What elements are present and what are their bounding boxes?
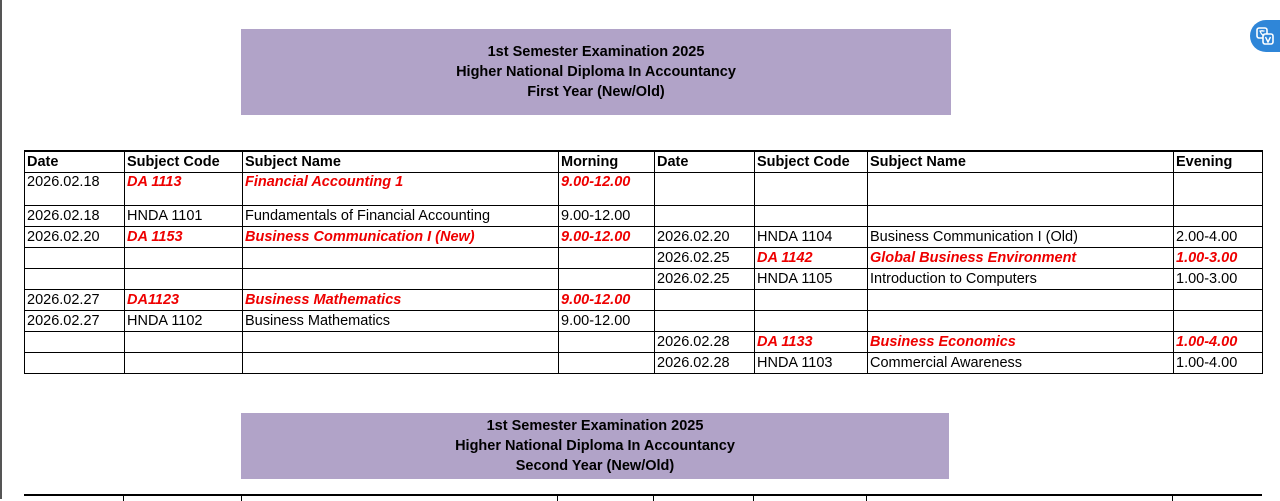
cell-date [25, 332, 125, 353]
cell-subject-code: DA 1113 [125, 173, 243, 206]
col-code-evening: Subject Code [755, 151, 868, 173]
cell-subject-code: HNDA 1102 [125, 311, 243, 332]
cell-evening-time [1174, 206, 1263, 227]
cell-morning-time [559, 248, 655, 269]
cell-date: 2026.02.25 [655, 248, 755, 269]
cell-subject-code [755, 173, 868, 206]
cell-morning-time [559, 353, 655, 374]
cell-subject-name: Global Business Environment [868, 248, 1174, 269]
cell-subject-name: Business Communication I (Old) [868, 227, 1174, 248]
cell-subject-name [868, 173, 1174, 206]
cell-date: 2026.02.25 [655, 269, 755, 290]
cell-subject-name [243, 353, 559, 374]
cell-subject-name: Introduction to Computers [868, 269, 1174, 290]
col-evening: Evening [1174, 151, 1263, 173]
cell-date: 2026.02.27 [25, 290, 125, 311]
cell-subject-name: Business Mathematics [243, 311, 559, 332]
cell-morning-time: 9.00-12.00 [559, 290, 655, 311]
cell-subject-code [125, 353, 243, 374]
table-row [25, 206, 1263, 227]
cell-subject-name: Fundamentals of Financial Accounting [243, 206, 559, 227]
cell-morning-time [559, 269, 655, 290]
cell-subject-name: Business Communication I (New) [243, 227, 559, 248]
cell-subject-name: Commercial Awareness [868, 353, 1174, 374]
header-program: Higher National Diploma In Accountancy [456, 64, 736, 80]
header-program: Higher National Diploma In Accountancy [455, 438, 735, 454]
cell-subject-code [755, 206, 868, 227]
cell-morning-time: 9.00-12.00 [559, 227, 655, 248]
col-code-morning: Subject Code [125, 151, 243, 173]
cell-subject-code [755, 290, 868, 311]
cell-subject-name: Financial Accounting 1 [243, 173, 559, 206]
cell-subject-code [755, 311, 868, 332]
cell-evening-time: 1.00-3.00 [1174, 248, 1263, 269]
cell-date [655, 290, 755, 311]
table-header-row [25, 151, 1263, 173]
col-morning: Morning [559, 151, 655, 173]
col-date-morning: Date [25, 151, 125, 173]
cell-subject-name [243, 332, 559, 353]
table-row [25, 332, 1263, 353]
col-name-morning: Subject Name [243, 151, 559, 173]
cell-date: 2026.02.20 [655, 227, 755, 248]
cell-subject-code: HNDA 1105 [755, 269, 868, 290]
cell-date: 2026.02.18 [25, 206, 125, 227]
cell-date [655, 206, 755, 227]
cell-date [25, 269, 125, 290]
cell-subject-name [243, 248, 559, 269]
cell-subject-name [868, 311, 1174, 332]
cell-evening-time [1174, 173, 1263, 206]
header-year: Second Year (New/Old) [515, 458, 675, 474]
cell-morning-time: 9.00-12.00 [559, 206, 655, 227]
cell-evening-time [1174, 290, 1263, 311]
cell-date: 2026.02.28 [655, 332, 755, 353]
cell-subject-code [125, 332, 243, 353]
cell-date [655, 311, 755, 332]
cell-date: 2026.02.20 [25, 227, 125, 248]
cell-subject-name [868, 206, 1174, 227]
cell-subject-code [125, 248, 243, 269]
cell-date: 2026.02.18 [25, 173, 125, 206]
cell-subject-code: HNDA 1104 [755, 227, 868, 248]
translate-icon [1255, 26, 1275, 46]
first-year-header [241, 29, 951, 115]
cell-morning-time: 9.00-12.00 [559, 173, 655, 206]
cell-evening-time: 2.00-4.00 [1174, 227, 1263, 248]
cell-subject-name: Business Economics [868, 332, 1174, 353]
table-row [25, 290, 1263, 311]
cell-subject-code: DA 1133 [755, 332, 868, 353]
cell-date [655, 173, 755, 206]
page-left-border [0, 0, 2, 499]
cell-subject-code [125, 269, 243, 290]
cell-evening-time: 1.00-4.00 [1174, 332, 1263, 353]
header-year: First Year (New/Old) [527, 84, 665, 100]
cell-morning-time [559, 332, 655, 353]
cell-subject-code: HNDA 1103 [755, 353, 868, 374]
cell-date [25, 353, 125, 374]
cell-subject-code: DA 1153 [125, 227, 243, 248]
cell-date: 2026.02.27 [25, 311, 125, 332]
col-date-evening: Date [655, 151, 755, 173]
cell-subject-name: Business Mathematics [243, 290, 559, 311]
table-row [25, 173, 1263, 206]
cell-evening-time: 1.00-3.00 [1174, 269, 1263, 290]
cell-evening-time: 1.00-4.00 [1174, 353, 1263, 374]
table-row [25, 311, 1263, 332]
col-name-evening: Subject Name [868, 151, 1174, 173]
cell-subject-name [243, 269, 559, 290]
table-row [25, 227, 1263, 248]
cell-morning-time: 9.00-12.00 [559, 311, 655, 332]
second-table-top-edge [24, 494, 1262, 501]
cell-subject-code: DA1123 [125, 290, 243, 311]
translate-button[interactable] [1250, 20, 1280, 52]
cell-subject-name [868, 290, 1174, 311]
cell-evening-time [1174, 311, 1263, 332]
second-year-header [241, 413, 949, 479]
cell-subject-code: DA 1142 [755, 248, 868, 269]
table-row [25, 248, 1263, 269]
cell-date: 2026.02.28 [655, 353, 755, 374]
table-row [25, 269, 1263, 290]
exam-timetable [24, 150, 1263, 374]
cell-subject-code: HNDA 1101 [125, 206, 243, 227]
table-row [25, 353, 1263, 374]
cell-date [25, 248, 125, 269]
header-title: 1st Semester Examination 2025 [486, 418, 704, 434]
header-title: 1st Semester Examination 2025 [487, 44, 705, 60]
